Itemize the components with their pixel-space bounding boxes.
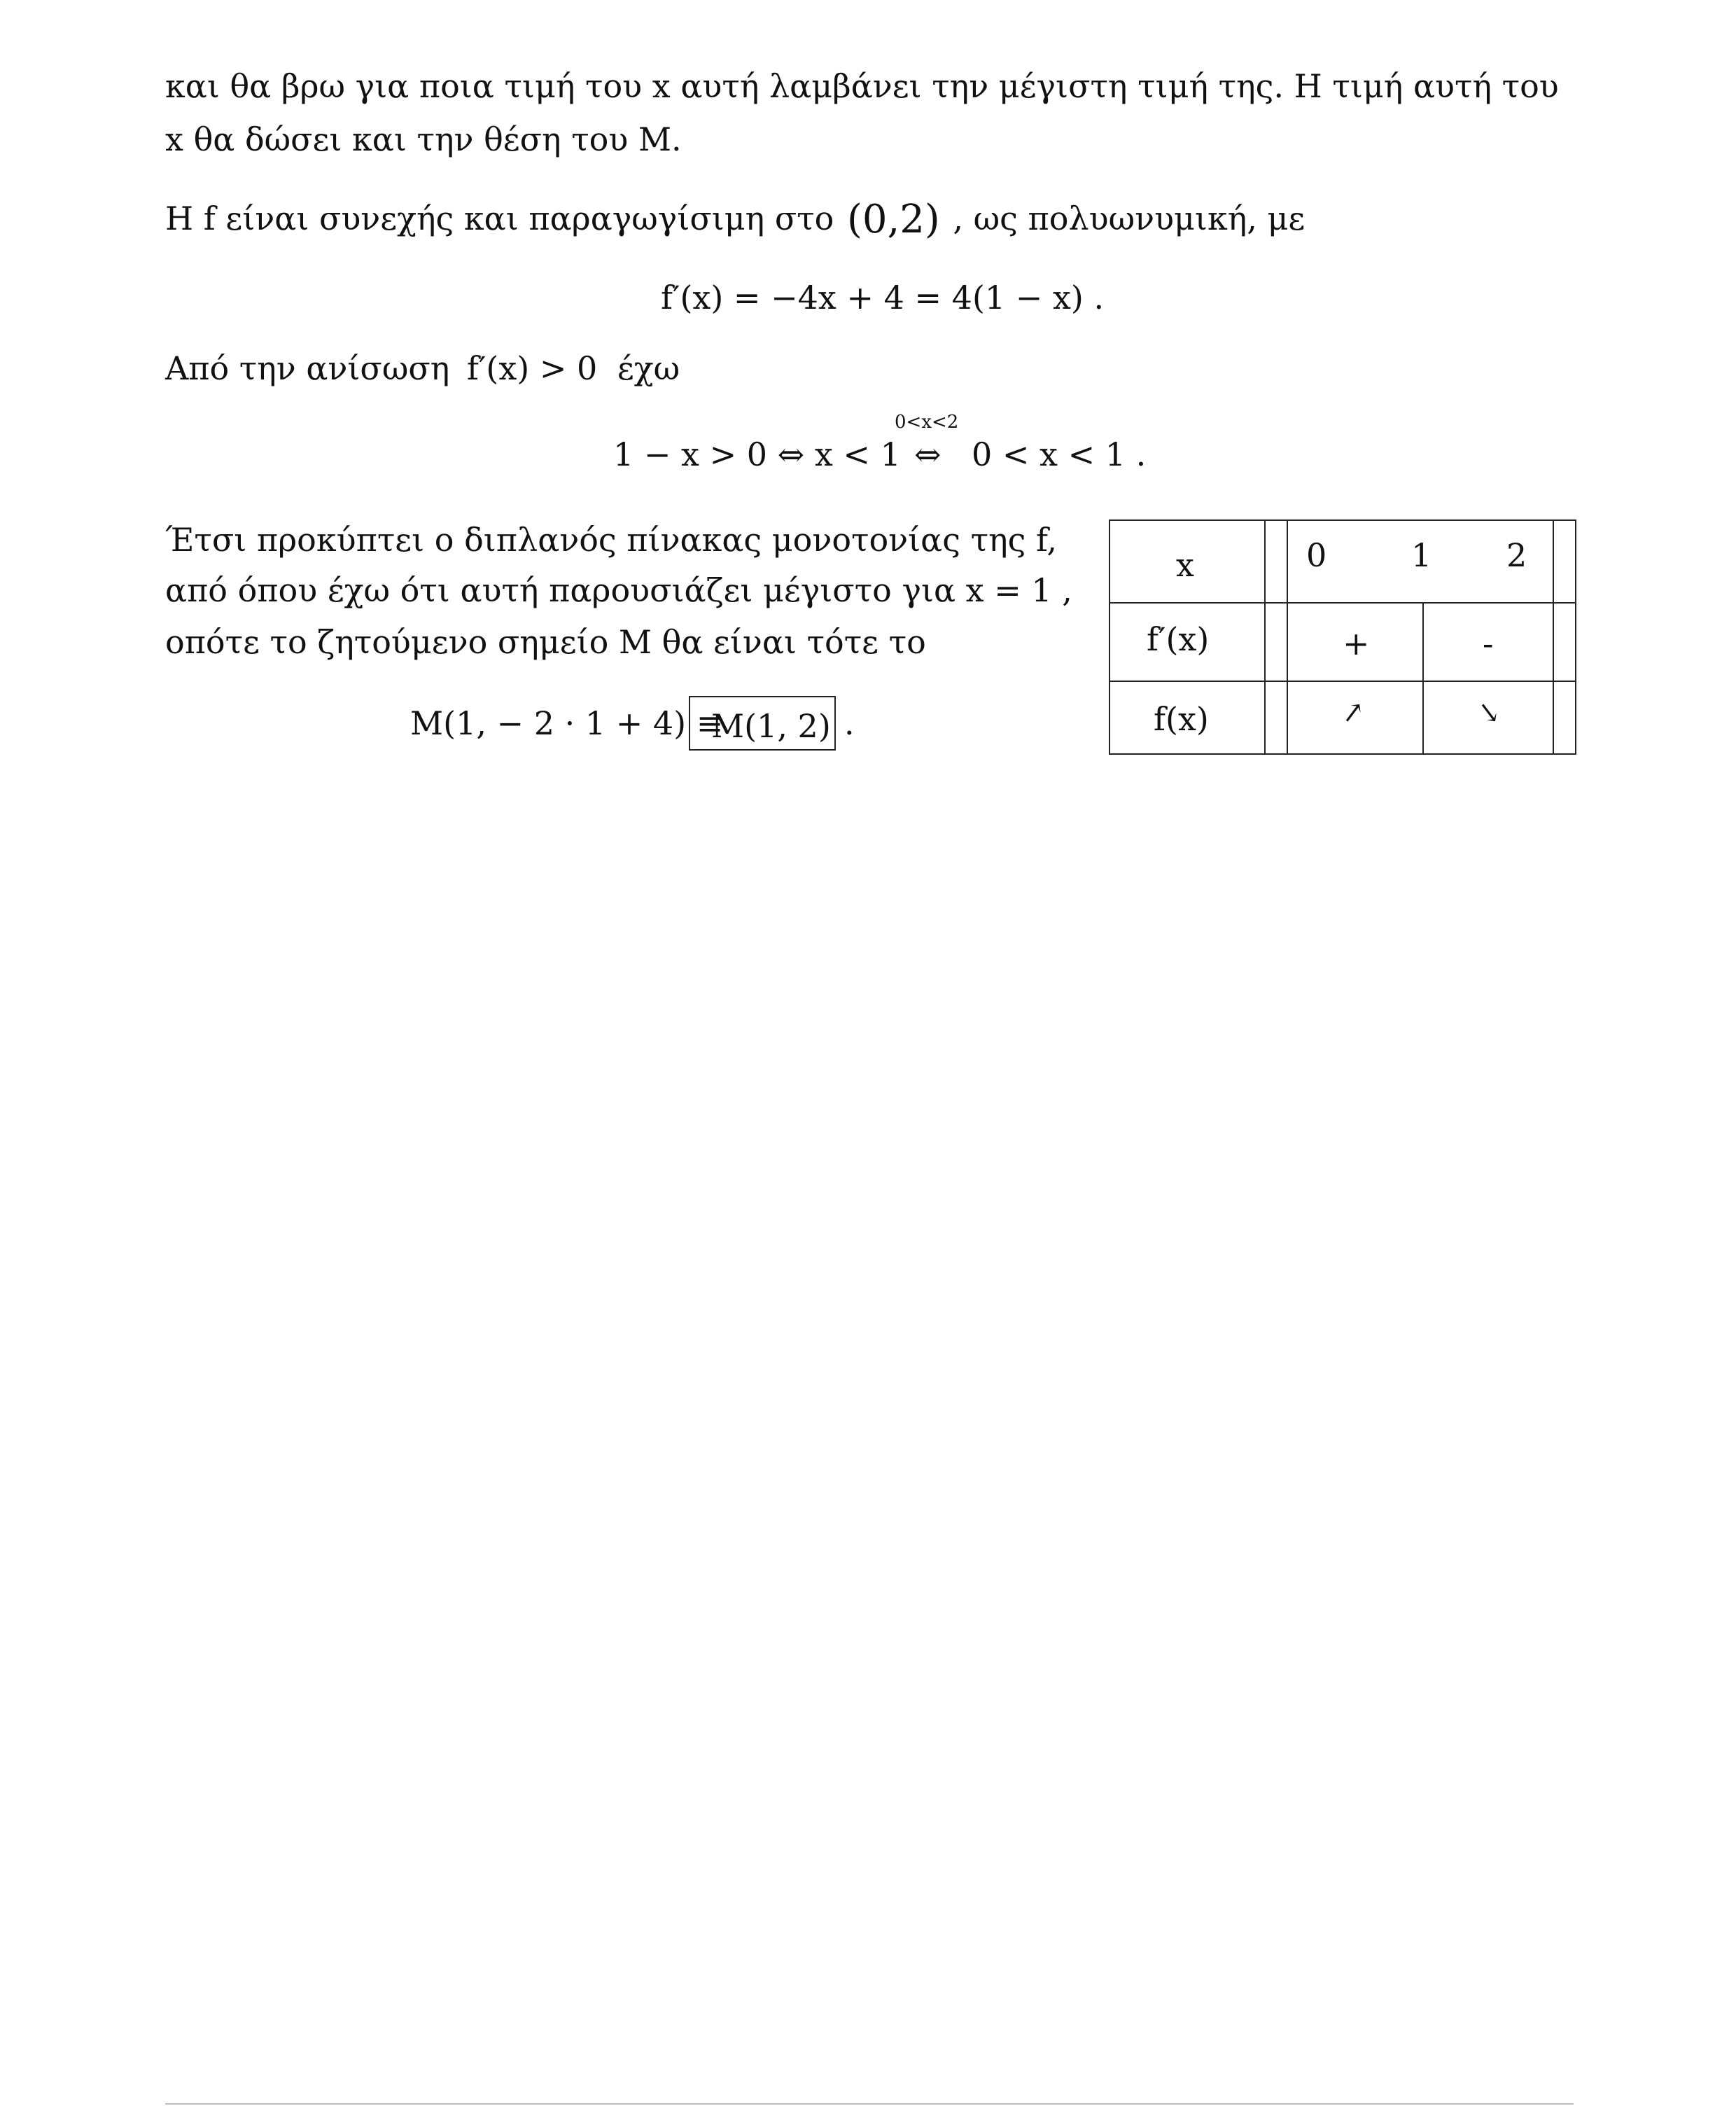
row-label-x: x: [1176, 546, 1194, 584]
text-line-4-start: Από την ανίσωση: [165, 349, 450, 387]
row-label-fprime: f′(x): [1147, 620, 1210, 658]
table-label-divider-2: [1287, 519, 1288, 755]
text-line-3: [165, 197, 1306, 242]
answer-point: M(1, 2): [711, 707, 831, 745]
text-line-2: x θα δώσει και την θέση του Μ.: [165, 120, 682, 158]
equation-point-period: .: [844, 704, 855, 742]
interval-0-2: (0,2): [847, 197, 940, 242]
text-line-3-end: , ως πολυωνυμική, με: [953, 200, 1306, 237]
equation-point-left: M(1, − 2 · 1 + 4) ≡: [410, 704, 724, 742]
table-border-top: [1109, 519, 1576, 521]
text-line-4: [165, 349, 680, 387]
paragraph-line-2: από όπου έχω ότι αυτή παρουσιάζει μέγιστο για x = 1 ,: [165, 571, 1072, 609]
equivalence-arrow: ⇔: [914, 435, 941, 473]
table-right-divider: [1553, 519, 1554, 755]
boxed-answer: [689, 696, 836, 751]
x-value-1: 1: [1411, 536, 1432, 574]
paragraph-line-3: οπότε το ζητούμενο σημείο Μ θα είναι τότε το: [165, 623, 926, 661]
table-divider-row-2: [1109, 681, 1576, 682]
x-value-2: 2: [1506, 536, 1527, 574]
text-line-1: και θα βρω για ποια τιμή του x αυτή λαμβάνει την μέγιστη τιμή της. Η τιμή αυτή του: [165, 67, 1559, 105]
table-border-bottom: [1109, 753, 1576, 755]
table-border-right: [1575, 519, 1576, 755]
table-divider-row-1: [1109, 602, 1576, 604]
text-line-3-start: Η f είναι συνεχής και παραγωγίσιμη στο: [165, 200, 834, 237]
fprime-sign-interval-1: +: [1343, 625, 1370, 662]
equation-derivative: f′(x) = −4x + 4 = 4(1 − x) .: [661, 279, 1105, 316]
fprime-sign-interval-2: -: [1483, 625, 1494, 662]
inequality-fprime-positive: f′(x) > 0: [466, 349, 598, 387]
paragraph-line-1: Έτσι προκύπτει ο διπλανός πίνακας μονοτονίας της f,: [165, 521, 1058, 559]
text-line-4-end: έχω: [617, 349, 680, 387]
condition-label: 0<x<2: [895, 412, 959, 433]
x-value-0: 0: [1306, 536, 1327, 574]
equation-solve-left: 1 − x > 0 ⇔ x < 1: [613, 435, 901, 473]
decreasing-arrow-icon: ↘: [1474, 695, 1503, 731]
monotonicity-table: [1109, 519, 1576, 755]
table-border-left: [1109, 519, 1110, 755]
footer-rule: [165, 2103, 1574, 2105]
table-label-divider-1: [1264, 519, 1266, 755]
equation-solve-right: 0 < x < 1 .: [972, 435, 1147, 473]
table-mid-divider: [1422, 602, 1424, 755]
increasing-arrow-icon: ↗: [1338, 695, 1367, 731]
row-label-f: f(x): [1154, 700, 1209, 738]
